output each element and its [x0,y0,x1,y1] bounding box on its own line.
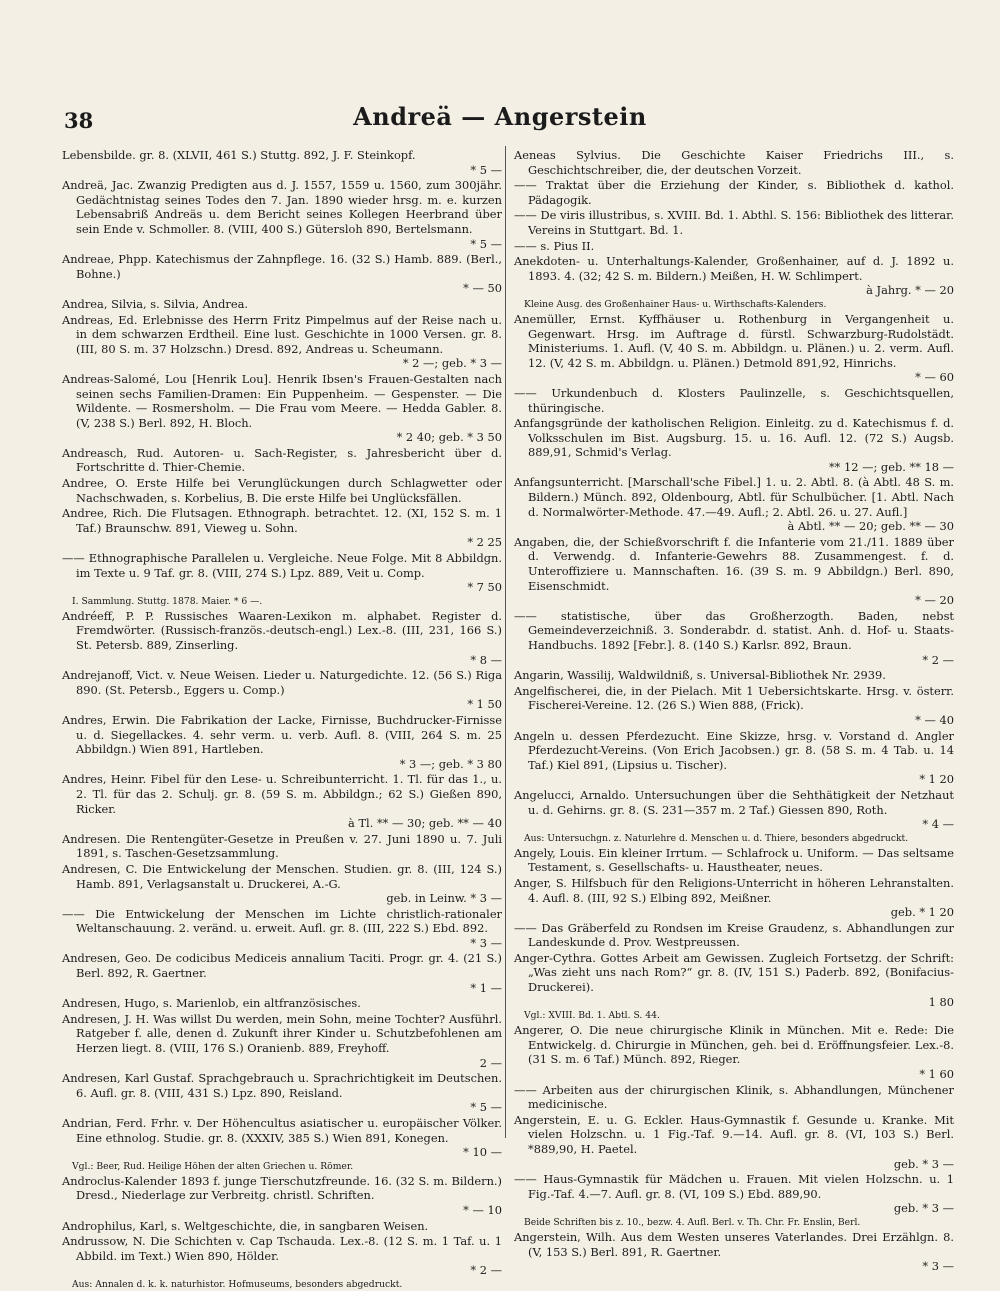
page-number: 38 [64,108,94,133]
entry-price: * 3 —; geb. * 3 80 [399,756,502,771]
catalog-entry [62,1219,502,1234]
entry-text: Beide Schriften bis z. 10., bezw. 4. Aufl. Berl. v. Th. Chr. Fr. Enslin, Berl. [524,1216,861,1228]
entry-text: Lebensbilde. gr. 8. (XLVII, 461 S.) Stuttg. 892, J. F. Steinkopf. [62,148,416,162]
catalog-entry [62,951,502,995]
catalog-entry [62,996,502,1011]
entry-price: * — 60 [915,370,954,385]
entry-text: Andreä, Jac. Zwanzig Predigten aus d. J. 1557, 1559 u. 1560, zum 300jähr. Gedächtnistag seines Todes den 7. Jan. 1890 wieder hrsg. m. e. kurzen Lebensabriß Andreäs u. dem Bericht seines Kollegen Heerbrand über sein Ende v. Schmoller. 8. (VIII, 400 S.) Gütersloh 890, Bertelsmann. [62,178,502,236]
entry-note [62,1161,502,1173]
catalog-entry [514,239,954,254]
entry-text: Andrian, Ferd. Frhr. v. Der Höhencultus asiatischer u. europäischer Völker. Eine ethnolog. Studie. gr. 8. (XXXIV, 385 S.) Wien 891, Konegen. [62,1116,502,1145]
entry-text: Vgl.: XVIII. Bd. 1. Abtl. S. 44. [524,1010,660,1022]
entry-price: geb. * 3 — [893,1156,954,1171]
entry-text: Angerstein, E. u. G. Eckler. Haus-Gymnastik f. Gesunde u. Kranke. Mit vielen Holzschn. u. 1 Fig.-Taf. 9.—14. Aufl. gr. 8. (VI, 103 S.) Berl. *889,90, H. Paetel. [514,1112,954,1156]
entry-text: —— Die Entwickelung der Menschen im Lichte christlich-rationaler Weltanschauung. 2. veränd. u. erweit. Aufl. gr. 8. (III, 222 S.) Ebd. 892. [62,906,502,936]
entry-text: —— Haus-Gymnastik für Mädchen u. Frauen. Mit vielen Holzschn. u. 1 Fig.-Taf. 4.—7. Aufl. gr. 8. (VI, 109 S.) Ebd. 889,90. [514,1172,954,1201]
entry-price: * 2 — [470,1263,502,1278]
catalog-entry [62,446,502,475]
entry-text: Angarin, Wassilij, Waldwildniß, s. Universal-Bibliothek Nr. 2939. [514,668,886,683]
catalog-entry [62,297,502,312]
entry-text: —— Arbeiten aus der chirurgischen Klinik, s. Abhandlungen, Münchener medicinische. [514,1082,954,1112]
entry-text: Kleine Ausg. des Großenhainer Haus- u. Wirthschafts-Kalenders. [524,298,827,310]
left-column [62,148,502,1290]
entry-text: —— Traktat über die Erziehung der Kinder, s. Bibliothek d. kathol. Pädagogik. [514,178,954,207]
right-column [514,148,954,1274]
entry-text: Angelucci, Arnaldo. Untersuchungen über die Sehthätigkeit der Netzhaut u. d. Gehirns. gr. 8. (S. 231—357 m. 2 Taf.) Giessen 890, Roth. [514,787,954,817]
entry-price: * — 50 [463,281,502,296]
catalog-entry [62,713,502,771]
catalog-entry [514,668,954,683]
entry-text: Anfangsgründe der katholischen Religion. Einleitg. zu d. Katechismus f. d. Volksschulen im Bist. Augsburg. 15. u. 16. Aufl. 12. (72 S.) Augsb. 889,91, Schmid's Verlag. [514,416,954,460]
catalog-entry [62,148,502,177]
catalog-entry [62,178,502,251]
entry-note [514,1010,954,1022]
entry-text: Angely, Louis. Ein kleiner Irrtum. — Schlafrock u. Uniform. — Das seltsame Testament, s. Gesellschafts- u. Haustheater, neues. [514,845,954,875]
catalog-entry [62,1071,502,1115]
catalog-entry [514,846,954,875]
catalog-entry [62,551,502,595]
entry-text: Angerer, O. Die neue chirurgische Klinik in München. Mit e. Rede: Die Entwickelg. d. Chirurgie in München, geh. bei d. Eröffnungsfeier. Lex.-8. (31 S. m. 6 Taf.) Münch. 892, Rieger. [514,1023,954,1067]
entry-text: Andréeff, P. P. Russisches Waaren-Lexikon m. alphabet. Register d. Fremdwörter. (Russisch-französ.-deutsch-engl.) Lex.-8. (III, 231, 166 S.) St. Petersb. 889, Zinserling. [62,608,502,652]
entry-text: Anger, S. Hilfsbuch für den Religions-Unterricht in höheren Lehranstalten. 4. Aufl. 8. (III, 92 S.) Elbing 892, Meißner. [514,875,954,905]
catalog-entry [514,475,954,533]
page-title: Andreä — Angerstein [353,102,647,131]
entry-text: Aeneas Sylvius. Die Geschichte Kaiser Friedrichs III., s. Geschichtschreiber, die, der deutschen Vorzeit. [514,148,954,177]
entry-price: * 2 25 [467,535,502,550]
entry-text: Andresen. Die Rentengüter-Gesetze in Preußen v. 27. Juni 1890 u. 7. Juli 1891, s. Taschen-Gesetzsammlung. [62,831,502,861]
entry-text: Andresen, C. Die Entwickelung der Menschen. Studien. gr. 8. (III, 124 S.) Hamb. 891, Verlagsanstalt u. Druckerei, A.-G. [62,861,502,891]
entry-price: * 2 — [922,652,954,667]
entry-text: Andreae, Phpp. Katechismus der Zahnpflege. 16. (32 S.) Hamb. 889. (Berl., Bohne.) [62,252,502,281]
catalog-entry [514,1113,954,1171]
catalog-entry [514,535,954,608]
entry-price: * 4 — [922,817,954,832]
entry-text: Androphilus, Karl, s. Weltgeschichte, die, in sangbaren Weisen. [62,1218,429,1233]
entry-text: Andrejanoff, Vict. v. Neue Weisen. Lieder u. Naturgedichte. 12. (56 S.) Riga 890. (St. Petersb., Eggers u. Comp.) [62,668,502,697]
catalog-entry [514,416,954,474]
entry-text: Vgl.: Beer, Rud. Heilige Höhen der alten Griechen u. Römer. [72,1160,354,1172]
entry-price: * 7 50 [467,580,502,595]
catalog-entry [514,1083,954,1112]
entry-text: Andres, Erwin. Die Fabrikation der Lacke, Firnisse, Buchdrucker-Firnisse u. d. Siegellackes. 4. sehr verm. u. verb. Aufl. 8. (VIII, 264 S. m. 25 Abbildgn.) Wien 891, Hartleben. [62,712,502,757]
entry-price: * 10 — [463,1145,502,1160]
catalog-entry [62,372,502,445]
entry-text: Andreasch, Rud. Autoren- u. Sach-Register, s. Jahresbericht über d. Fortschritte d. Thier-Chemie. [62,445,502,475]
entry-text: Androclus-Kalender 1893 f. junge Tierschutzfreunde. 16. (32 S. m. Bildern.) Dresd., Niederlage zur Verbreitg. christl. Schriften. [62,1173,502,1203]
entry-text: Andreas, Ed. Erlebnisse des Herrn Fritz Pimpelmus auf der Reise nach u. in dem schwarzen Erdtheil. Eine lust. Geschichte in 1000 Versen. gr. 8. (III, 80 S. m. 37 Holzschn.) Dresd. 892, Andreas u. Scheumann. [62,312,502,356]
entry-text: Anger-Cythra. Gottes Arbeit am Gewissen. Zugleich Fortsetzg. der Schrift: „Was zieht uns nach Rom?“ gr. 8. (IV, 151 S.) Paderb. 892, (Bonifacius-Druckerei). [514,950,954,995]
entry-text: Aus: Annalen d. k. k. naturhistor. Hofmuseums, besonders abgedruckt. [72,1278,403,1290]
entry-text: —— Urkundenbuch d. Klosters Paulinzelle, s. Geschichtsquellen, thüringische. [514,385,954,415]
entry-price: * 2 —; geb. * 3 — [402,356,502,371]
entry-price: à Jahrg. * — 20 [866,283,954,298]
catalog-entry [62,506,502,550]
catalog-entry [62,1012,502,1070]
catalog-entry [62,313,502,371]
entry-text: Anemüller, Ernst. Kyffhäuser u. Rothenburg in Vergangenheit u. Gegenwart. Hrsg. im Auftrage d. fürstl. Schwarzburg-Rudolstädt. Ministeriums. 1. Aufl. (V, 40 S. m. Abbildgn. u. Plänen.) u. 2. verm. Aufl. 12. (V, 42 S. m. Abbildgn. u. Plänen.) Detmold 891,92, Hinrichs. [514,311,954,370]
entry-text: Aus: Untersuchgn. z. Naturlehre d. Menschen u. d. Thiere, besonders abgedruckt. [524,832,909,844]
entry-price: à Tl. ** — 30; geb. ** — 40 [348,816,502,831]
catalog-entry [514,788,954,832]
catalog-entry [62,772,502,830]
entry-price: 2 — [479,1055,502,1070]
catalog-entry [514,254,954,298]
catalog-entry [514,921,954,950]
catalog-entry [514,386,954,415]
catalog-entry [62,1116,502,1160]
entry-note [514,1217,954,1229]
entry-text: Andresen, J. H. Was willst Du werden, mein Sohn, meine Tochter? Ausführl. Ratgeber f. alle, denen d. Zukunft ihrer Kinder u. Schutzbefohlenen am Herzen liegt. 8. (VIII, 176 S.) Oranienb. 889, Freyhoff. [62,1011,502,1056]
entry-price: * 3 — [922,1259,954,1274]
entry-text: Angeln u. dessen Pferdezucht. Eine Skizze, hrsg. v. Vorstand d. Angler Pferdezucht-Vereins. (Von Erich Jacobsen.) gr. 8. (58 S. m. 4 Tab. u. 14 Taf.) Kiel 891, (Lipsius u. Tischer). [514,728,954,772]
entry-text: I. Sammlung. Stuttg. 1878. Maier. * 6 —. [72,595,263,607]
entry-price: * — 20 [915,593,954,608]
entry-text: —— De viris illustribus, s. XVIII. Bd. 1. Abthl. S. 156: Bibliothek des litterar. Vereins in Stuttgart. Bd. 1. [514,208,954,237]
entry-text: Andree, Rich. Die Flutsagen. Ethnograph. betrachtet. 12. (XI, 152 S. m. 1 Taf.) Braunschw. 891, Vieweg u. Sohn. [62,506,502,535]
entry-text: —— Ethnographische Parallelen u. Vergleiche. Neue Folge. Mit 8 Abbildgn. im Texte u. 9 Taf. gr. 8. (VIII, 274 S.) Lpz. 889, Veit u. Comp. [62,551,502,580]
entry-note [514,833,954,845]
entry-price: geb. in Leinw. * 3 — [386,891,502,906]
entry-text: —— s. Pius II. [514,238,595,253]
entry-text: Andresen, Hugo, s. Marienlob, ein altfranzösisches. [62,996,361,1011]
entry-text: Andres, Heinr. Fibel für den Lese- u. Schreibunterricht. 1. Tl. für das 1., u. 2. Tl. für das 2. Schulj. gr. 8. (59 S. m. Abbildgn.; 62 S.) Gießen 890, Ricker. [62,772,502,816]
catalog-entry [62,1174,502,1218]
entry-text: Angelfischerei, die, in der Pielach. Mit 1 Uebersichtskarte. Hrsg. v. österr. Fischerei-Vereine. 12. (26 S.) Wien 888, (Frick). [514,683,954,713]
entry-text: Angerstein, Wilh. Aus dem Westen unseres Vaterlandes. Drei Erzählgn. 8. (V, 153 S.) Berl. 891, R. Gaertner. [514,1229,954,1259]
entry-text: Andresen, Geo. De codicibus Mediceis annalium Taciti. Progr. gr. 4. (21 S.) Berl. 892, R. Gaertner. [62,951,502,981]
catalog-entry [514,951,954,1009]
entry-price: * 1 60 [919,1067,954,1082]
entry-price: * 2 40; geb. * 3 50 [396,430,502,445]
catalog-entry [514,876,954,920]
entry-price: * 1 20 [919,772,954,787]
catalog-entry [514,1230,954,1274]
entry-text: Andresen, Karl Gustaf. Sprachgebrauch u. Sprachrichtigkeit im Deutschen. 6. Aufl. gr. 8. (VIII, 431 S.) Lpz. 890, Reisland. [62,1071,502,1100]
catalog-entry [62,609,502,667]
entry-price: geb. * 1 20 [890,905,954,920]
entry-price: * — 10 [463,1202,502,1217]
entry-text: Andrussow, N. Die Schichten v. Cap Tschauda. Lex.-8. (12 S. m. 1 Taf. u. 1 Abbild. im Text.) Wien 890, Hölder. [62,1234,502,1263]
entry-text: Angaben, die, der Schießvorschrift f. die Infanterie vom 21./11. 1889 über d. Verwendg. d. Infanterie-Gewehrs 88. Zusammengest. f. d. Unteroffiziere u. Mannschaften. 16. (39 S. m. 9 Abbildgn.) Berl. 890, Eisenschmidt. [514,534,954,593]
entry-note [62,596,502,608]
entry-price: à Abtl. ** — 20; geb. ** — 30 [787,519,954,534]
catalog-entry [514,1023,954,1081]
catalog-entry [514,729,954,787]
catalog-entry [62,862,502,906]
entry-text: Andrea, Silvia, s. Silvia, Andrea. [62,296,249,311]
entry-price: * — 40 [915,712,954,727]
catalog-entry [62,907,502,951]
catalog-entry [514,178,954,207]
catalog-entry [514,609,954,667]
catalog-entry [62,1234,502,1278]
entry-text: Anekdoten- u. Unterhaltungs-Kalender, Großenhainer, auf d. J. 1892 u. 1893. 4. (32; 42 S. m. Bildern.) Meißen, H. W. Schlimpert. [514,254,954,283]
entry-price: * 3 — [470,935,502,950]
entry-price: geb. * 3 — [893,1201,954,1216]
catalog-entry [514,684,954,728]
entry-text: —— Das Gräberfeld zu Rondsen im Kreise Graudenz, s. Abhandlungen zur Landeskunde d. Prov. Westpreussen. [514,920,954,950]
entry-note [514,299,954,311]
entry-price: * 5 — [470,162,502,177]
entry-text: Andree, O. Erste Hilfe bei Verunglückungen durch Schlagwetter oder Nachschwaden, s. Korbelius, B. Die erste Hilfe bei Unglücksfällen. [62,476,502,505]
entry-price: * 8 — [470,652,502,667]
entry-text: —— statistische, über das Großherzogth. Baden, nebst Gemeindeverzeichniß. 3. Sonderabdr. d. statist. Anh. d. Hof- u. Staats-Handbuchs. 1892 [Febr.]. 8. (140 S.) Karlsr. 892, Braun. [514,608,954,652]
catalog-entry [62,832,502,861]
column-divider [505,146,506,1138]
entry-note [62,1279,502,1291]
catalog-entry [62,252,502,296]
catalog-entry [514,148,954,177]
entry-price: * 1 — [470,980,502,995]
entry-price: ** 12 —; geb. ** 18 — [828,459,954,474]
catalog-entry [62,668,502,712]
catalog-entry [62,476,502,505]
entry-price: 1 80 [928,994,954,1009]
catalog-entry [514,1172,954,1216]
catalog-entry [514,312,954,385]
entry-price: * 5 — [470,236,502,251]
entry-text: Anfangsunterricht. [Marschall'sche Fibel.] 1. u. 2. Abtl. 8. (à Abtl. 48 S. m. Bildern.) Münch. 892, Oldenbourg, Abtl. für Schulbücher. [1. Abtl. Nach d. Normalwörter-Methode. 47.—49. Aufl.; 2. Abtl. 26. u. 27. Aufl.] [514,475,954,519]
entry-price: * 5 — [470,1100,502,1115]
catalog-entry [514,208,954,237]
entry-text: Andreas-Salomé, Lou [Henrik Lou]. Henrik Ibsen's Frauen-Gestalten nach seinen sechs Familien-Dramen: Ein Puppenheim. — Gespenster. — Die Wildente. — Rosmersholm. — Die Frau vom Meere. — Hedda Gabler. 8. (V, 238 S.) Berl. 892, H. Bloch. [62,371,502,430]
entry-price: * 1 50 [467,697,502,712]
